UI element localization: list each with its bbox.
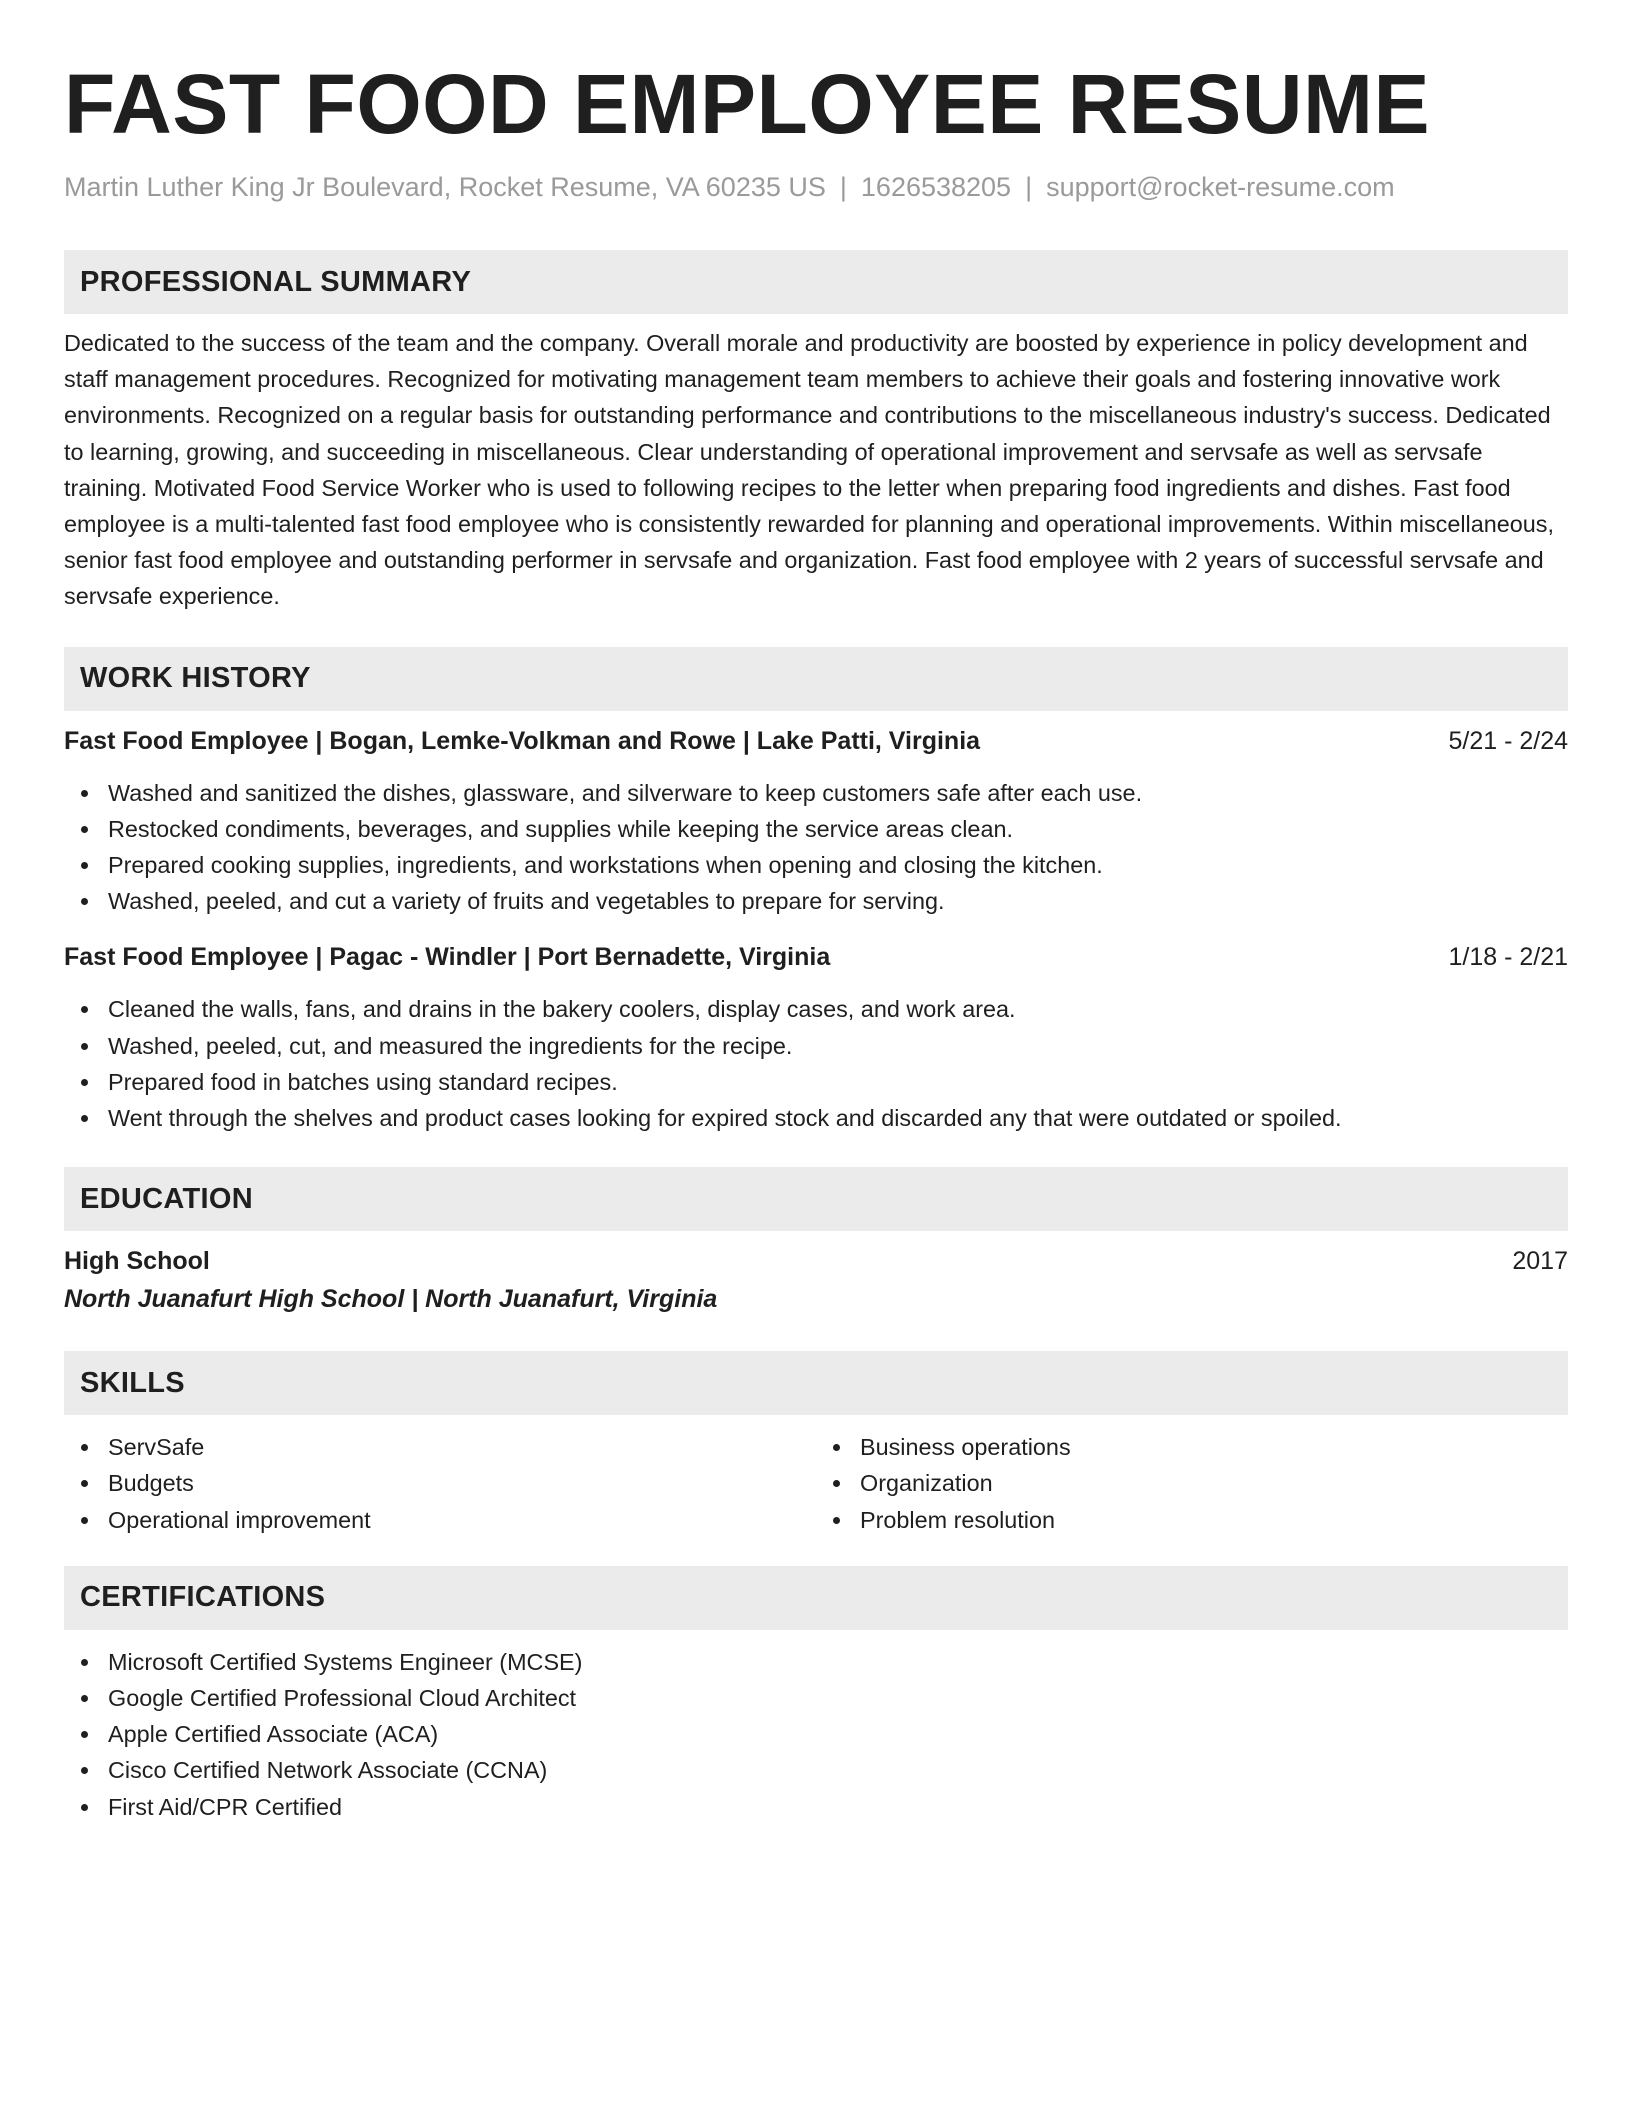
skills-list-right	[816, 1429, 1568, 1538]
education-degree: High School	[64, 1247, 210, 1276]
list-item: ServSafe	[64, 1429, 816, 1465]
job-header	[64, 939, 1568, 975]
section-header-work-history: WORK HISTORY	[64, 647, 1568, 711]
list-item: Prepared food in batches using standard recipes.	[64, 1064, 1568, 1100]
education-header	[64, 1243, 1568, 1279]
list-item: First Aid/CPR Certified	[64, 1789, 1568, 1825]
list-item: Problem resolution	[816, 1502, 1568, 1538]
section-header-skills: SKILLS	[64, 1351, 1568, 1415]
contact-email[interactable]: support@rocket-resume.com	[1046, 172, 1395, 202]
skills-list-left	[64, 1429, 816, 1538]
job-dates: 5/21 - 2/24	[1448, 726, 1568, 755]
list-item: Cisco Certified Network Associate (CCNA)	[64, 1752, 1568, 1788]
education-entry	[64, 1243, 1568, 1317]
contact-separator: |	[1025, 172, 1033, 202]
contact-phone: 1626538205	[860, 172, 1012, 202]
job-dates: 1/18 - 2/21	[1448, 943, 1568, 972]
list-item: Prepared cooking supplies, ingredients, and workstations when opening and closing the kitchen.	[64, 847, 1568, 883]
list-item: Operational improvement	[64, 1502, 816, 1538]
section-header-summary: PROFESSIONAL SUMMARY	[64, 250, 1568, 314]
list-item: Budgets	[64, 1465, 816, 1501]
skills-grid	[64, 1429, 1568, 1538]
contact-separator: |	[839, 172, 847, 202]
job-bullet-list	[64, 991, 1568, 1136]
list-item: Washed, peeled, and cut a variety of fruits and vegetables to prepare for serving.	[64, 883, 1568, 919]
list-item: Organization	[816, 1465, 1568, 1501]
education-year: 2017	[1512, 1247, 1568, 1276]
section-header-certifications: CERTIFICATIONS	[64, 1566, 1568, 1630]
list-item: Business operations	[816, 1429, 1568, 1465]
job-header	[64, 723, 1568, 759]
job-entry	[64, 723, 1568, 920]
list-item: Google Certified Professional Cloud Architect	[64, 1680, 1568, 1716]
list-item: Cleaned the walls, fans, and drains in the bakery coolers, display cases, and work area.	[64, 991, 1568, 1027]
list-item: Apple Certified Associate (ACA)	[64, 1716, 1568, 1752]
contact-address: Martin Luther King Jr Boulevard, Rocket Resume, VA 60235 US	[64, 172, 826, 202]
list-item: Washed and sanitized the dishes, glassware, and silverware to keep customers safe after each use.	[64, 775, 1568, 811]
list-item: Washed, peeled, cut, and measured the ingredients for the recipe.	[64, 1028, 1568, 1064]
certifications-list	[64, 1644, 1568, 1825]
contact-line	[64, 170, 1568, 204]
list-item: Microsoft Certified Systems Engineer (MCSE)	[64, 1644, 1568, 1680]
education-school: North Juanafurt High School | North Juanafurt, Virginia	[64, 1285, 718, 1314]
job-entry	[64, 939, 1568, 1136]
job-bullet-list	[64, 775, 1568, 920]
job-title: Fast Food Employee | Bogan, Lemke-Volkman and Rowe | Lake Patti, Virginia	[64, 726, 981, 755]
summary-text: Dedicated to the success of the team and the company. Overall morale and productivity are boosted by experience in policy development and staff management procedures. Recognized for motivating management team members to achieve their goals and fostering innovative work environments. Recognized on a regular basis for outstanding performance and contributions to the miscellaneous industry's success. Dedicated to learning, growing, and succeeding in miscellaneous. Clear understanding of operational improvement and servsafe as well as servsafe training. Motivated Food Service Worker who is used to following recipes to the letter when preparing food ingredients and dishes. Fast food employee is a multi-talented fast food employee who is consistently rewarded for planning and operational improvements. Within miscellaneous, senior fast food employee and outstanding performer in servsafe and organization. Fast food employee with 2 years of successful servsafe and servsafe experience.	[64, 330, 1554, 610]
resume-title: FAST FOOD EMPLOYEE RESUME	[64, 57, 1430, 151]
list-item: Went through the shelves and product cases looking for expired stock and discarded any that were outdated or spoiled.	[64, 1100, 1568, 1136]
job-title: Fast Food Employee | Pagac - Windler | Port Bernadette, Virginia	[64, 943, 831, 972]
section-header-education: EDUCATION	[64, 1167, 1568, 1231]
list-item: Restocked condiments, beverages, and supplies while keeping the service areas clean.	[64, 811, 1568, 847]
